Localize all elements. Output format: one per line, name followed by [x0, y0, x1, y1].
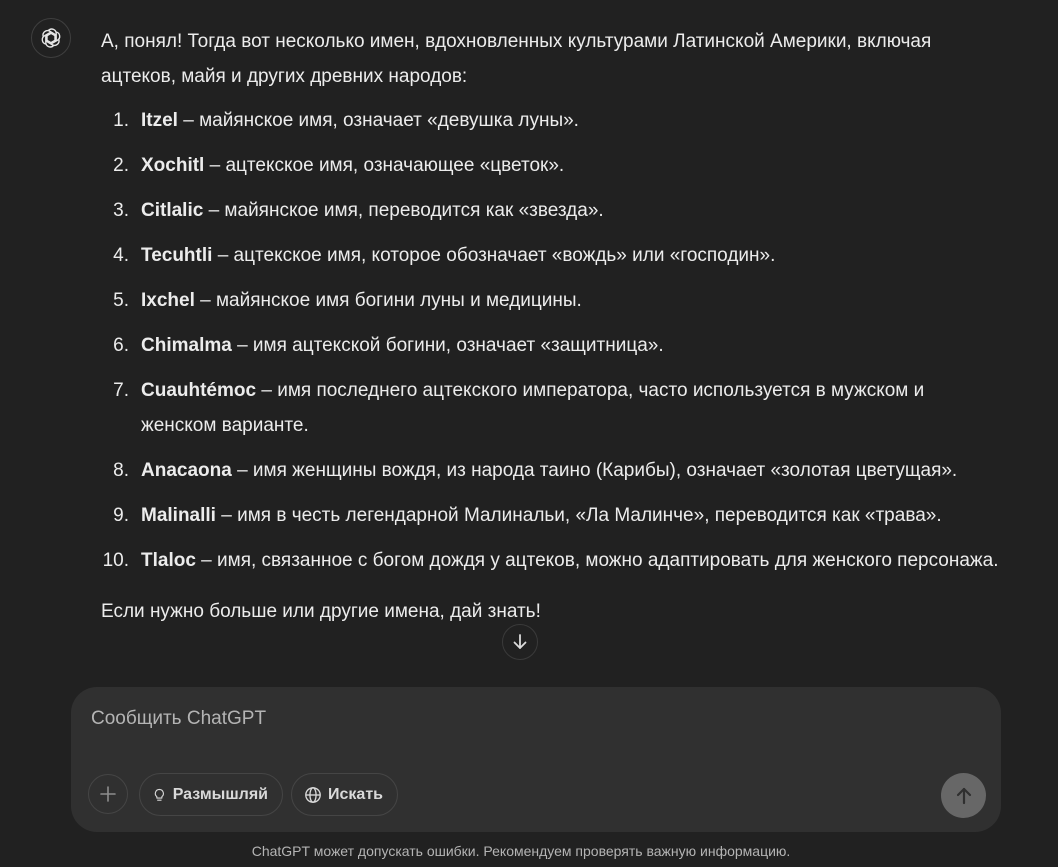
list-item-description: – имя в честь легендарной Малинальи, «Ла Малинче», переводится как «трава». — [215, 505, 942, 526]
send-button[interactable] — [941, 773, 986, 818]
scroll-to-bottom-button[interactable] — [502, 624, 538, 660]
list-item-name: Ixchel — [141, 290, 195, 311]
list-item — [101, 373, 1001, 443]
list-item-description: – имя ацтекской богини, означает «защитница». — [231, 335, 664, 356]
lightbulb-icon — [152, 785, 167, 805]
list-item-description: – ацтекское имя, означающее «цветок». — [204, 155, 565, 176]
message-input[interactable]: Сообщить ChatGPT — [91, 708, 267, 729]
list-item — [101, 283, 1001, 318]
list-item-number: 4. — [113, 245, 129, 266]
list-item-number: 7. — [113, 380, 129, 401]
globe-icon — [304, 785, 322, 805]
list-item — [101, 453, 1001, 488]
list-item-name: Tecuhtli — [141, 245, 213, 266]
think-button[interactable] — [139, 773, 283, 816]
list-item-name: Cuauhtémoc — [141, 380, 257, 401]
list-item-name: Itzel — [141, 110, 178, 131]
message-intro: А, понял! Тогда вот несколько имен, вдохновленных культурами Латинской Америки, включая ацтеков, майя и других древних народов: — [101, 31, 932, 87]
list-item-name: Chimalma — [141, 335, 232, 356]
names-list — [101, 103, 1001, 578]
list-item-description: – майянское имя, означает «девушка луны». — [177, 110, 579, 131]
attach-button[interactable] — [88, 774, 128, 814]
list-item — [101, 238, 1001, 273]
disclaimer-note: ChatGPT может допускать ошибки. Рекомендуем проверять важную информацию. — [251, 843, 791, 859]
list-item-number: 6. — [113, 335, 129, 356]
list-item-description: – майянское имя богини луны и медицины. — [194, 290, 582, 311]
list-item-number: 9. — [113, 505, 129, 526]
list-item-name: Citlalic — [141, 200, 204, 221]
search-button[interactable] — [291, 773, 398, 816]
search-button-label: Искать — [328, 785, 383, 803]
list-item — [101, 148, 1001, 183]
assistant-avatar — [31, 18, 71, 58]
plus-icon — [99, 785, 117, 803]
list-item-name: Malinalli — [141, 505, 216, 526]
list-item-description: – ацтекское имя, которое обозначает «вождь» или «господин». — [212, 245, 776, 266]
openai-logo-icon — [39, 26, 63, 50]
list-item — [101, 103, 1001, 138]
list-item-number: 1. — [113, 110, 129, 131]
arrow-down-icon — [511, 633, 529, 651]
list-item-name: Anacaona — [141, 460, 232, 481]
list-item-number: 5. — [113, 290, 129, 311]
message-composer — [71, 687, 1001, 832]
list-item-description: – имя женщины вождя, из народа таино (Карибы), означает «золотая цветущая». — [231, 460, 958, 481]
list-item-description: – имя, связанное с богом дождя у ацтеков, можно адаптировать для женского персонажа. — [195, 550, 999, 571]
list-item-number: 8. — [113, 460, 129, 481]
list-item — [101, 498, 1001, 533]
think-button-label: Размышляй — [172, 785, 268, 803]
list-item-number: 3. — [113, 200, 129, 221]
list-item-description: – имя последнего ацтекского императора, часто используется в мужском и женском варианте. — [141, 380, 925, 436]
list-item — [101, 328, 1001, 363]
list-item-number: 10. — [102, 550, 129, 571]
list-item — [101, 193, 1001, 228]
list-item-name: Xochitl — [141, 155, 205, 176]
message-closing: Если нужно больше или другие имена, дай знать! — [101, 601, 541, 622]
arrow-up-icon — [954, 786, 974, 806]
list-item-description: – майянское имя, переводится как «звезда». — [203, 200, 604, 221]
list-item-number: 2. — [113, 155, 129, 176]
list-item — [101, 543, 1001, 578]
list-item-name: Tlaloc — [141, 550, 196, 571]
assistant-message — [101, 24, 1001, 629]
